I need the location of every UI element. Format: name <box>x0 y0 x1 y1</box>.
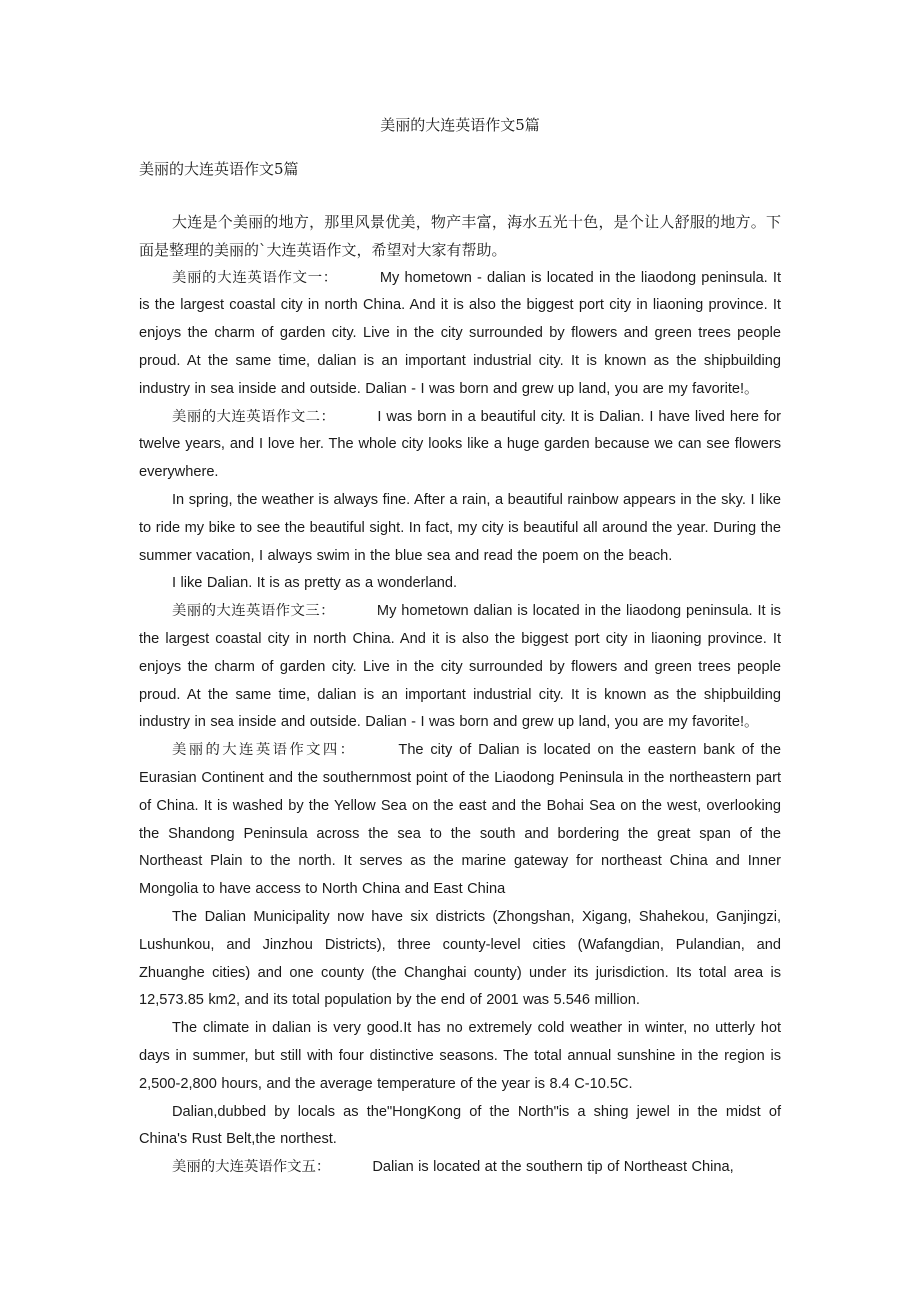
essay-4-text: The city of Dalian is located on the eastern bank of the Eurasian Continent and the southernmost point of the Liaodong Peninsula in the northeastern part of China. It is washed by the Yellow Sea on the east and the Bohai Sea on the west, overlooking the Shandong Peninsula across the sea to the south and bordering the great span of the Northeast Plain to the north. It serves as the marine gateway for northeast China and Inner Mongolia to have access to North China and East China <box>139 742 781 898</box>
essay-5-paragraph <box>139 1154 781 1182</box>
essay-2-paragraph-3: I like Dalian. It is as pretty as a wonderland. <box>172 575 458 592</box>
essay-2-heading: 美丽的大连英语作文二： <box>172 408 336 425</box>
essay-4-paragraph-4: Dalian,dubbed by locals as the"HongKong of the North"is a shing jewel in the midst of China's Rust Belt,the northest. <box>139 1103 781 1148</box>
essay-4-paragraph-3: The climate in dalian is very good.It has no extremely cold weather in winter, no utterly hot days in summer, but still with four distinctive seasons. The total annual sunshine in the region is 2,500-2,800 hours, and the average temperature of the year is 8.4 C-10.5C. <box>139 1020 781 1092</box>
essay-5-heading: 美丽的大连英语作文五： <box>172 1159 331 1176</box>
essay-4-heading: 美丽的大连英语作文四： <box>172 742 357 759</box>
essay-1-heading: 美丽的大连英语作文一： <box>172 269 338 286</box>
page-title: 美丽的大连英语作文5篇 <box>380 116 540 134</box>
essay-2-paragraph-2: In spring, the weather is always fine. After a rain, a beautiful rainbow appears in the sky. I like to ride my bike to see the beautiful sight. In fact, my city is beautiful all around the year. During the summer vacation, I always swim in the blue sea and read the poem on the beach. <box>139 491 781 564</box>
essay-1-paragraph <box>139 265 781 404</box>
essay-5-text: Dalian is located at the southern tip of Northeast China, <box>372 1159 734 1176</box>
essay-1-text: My hometown - dalian is located in the liaodong peninsula. It is the largest coastal city in north China. And it is also the biggest port city in liaoning province. It enjoys the charm of garden city. Live in the city surrounded by flowers and green trees people proud. At the same time, dalian is an important industrial city. It is known as the shipbuilding industry in sea inside and outside. Dalian - I was born and grew up land, you are my favorite!。 <box>139 269 781 397</box>
essay-3-heading: 美丽的大连英语作文三： <box>172 603 335 620</box>
document-subtitle: 美丽的大连英语作文5篇 <box>139 160 299 178</box>
intro-paragraph: 大连是个美丽的地方，那里风景优美，物产丰富，海水五光十色，是个让人舒服的地方。下面是整理的美丽的`大连英语作文，希望对大家有帮助。 <box>139 213 781 259</box>
essay-3-paragraph <box>139 598 781 737</box>
essay-3-text: My hometown dalian is located in the liaodong peninsula. It is the largest coastal city in north China. And it is also the biggest port city in liaoning province. It enjoys the charm of garden city. Live in the city surrounded by flowers and green trees people proud. At the same time, dalian is an important industrial city. It is known as the shipbuilding industry in sea inside and outside. Dalian - I was born and grew up land, you are my favorite!。 <box>139 603 781 731</box>
essay-4-paragraph <box>139 737 781 904</box>
essay-2-text: I was born in a beautiful city. It is Dalian. I have lived here for twelve years, and I love her. The whole city looks like a huge garden because we can see flowers everywhere. <box>139 408 781 481</box>
document-body <box>139 209 781 1182</box>
essay-4-paragraph-2: The Dalian Municipality now have six districts (Zhongshan, Xigang, Shahekou, Ganjingzi, Lushunkou, and Jinzhou Districts), three county-level cities (Wafangdian, Pulandian, and Zhuanghe cities) and one county (the Changhai county) under its jurisdiction. Its total area is 12,573.85 km2, and its total population by the end of 2001 was 5.546 million. <box>139 908 781 1009</box>
essay-2-paragraph <box>139 404 781 487</box>
